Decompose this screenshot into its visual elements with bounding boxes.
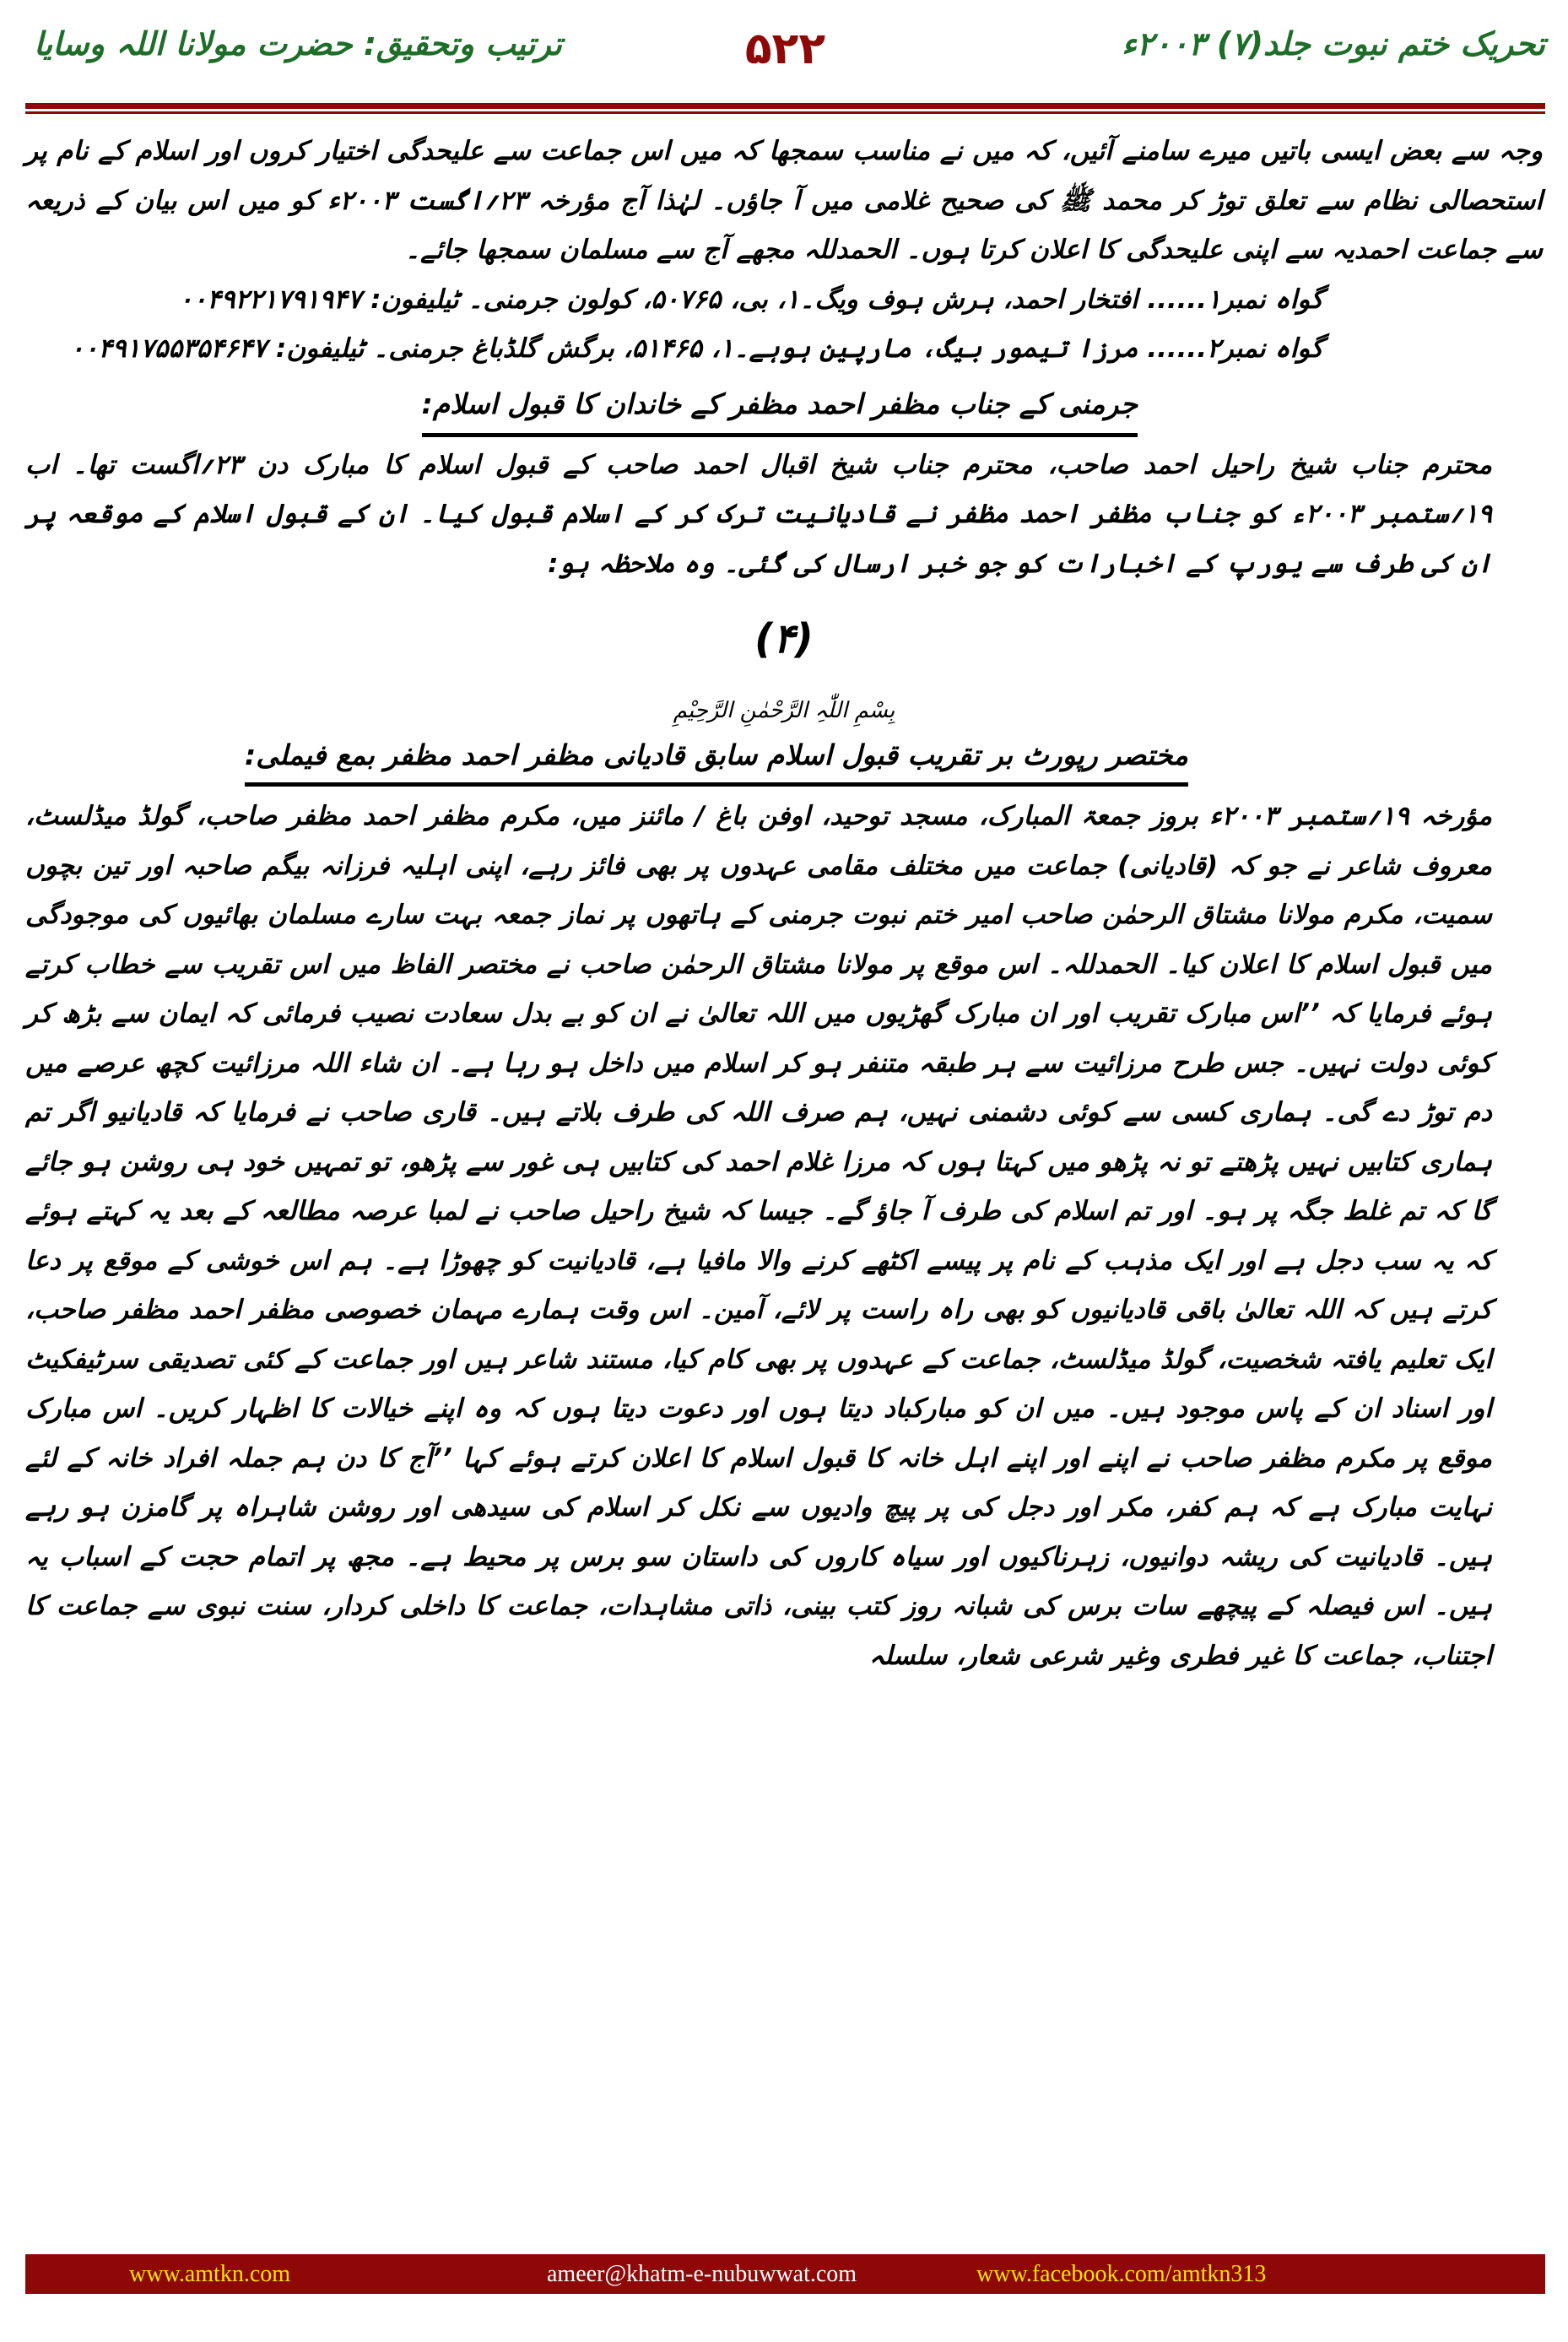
witness-1: گواہ نمبر۱...... افتخار احمد، ہرش ہوف ویگ۔۱، بی، ۵۰۷۶۵، کولون جرمنی۔ ٹیلیفون: ۰۰۴۹۲۲۱۷۹۱۹۴۷	[178, 284, 1323, 315]
page-number: ۵۲۲	[744, 24, 826, 74]
book-title: تحریک ختم نبوت جلد(۷) ۲۰۰۳ء	[1122, 25, 1545, 62]
page-header	[25, 0, 1545, 101]
bismillah: بِسْمِ اللّٰہِ الرَّحْمٰنِ الرَّحِیْمِ	[673, 698, 895, 723]
section-heading-family-conversion: جرمنی کے جناب مظفر احمد مظفر کے خاندان کا قبول اسلام:	[422, 379, 1138, 437]
header-rule-thin	[25, 111, 1545, 114]
section-number: (۴)	[754, 615, 814, 663]
compiler-credit: ترتیب وتحقیق: حضرت مولانا اللہ وسایا	[34, 25, 562, 62]
section-heading-report: مختصر رپورٹ بر تقریب قبول اسلام سابق قادیانی مظفر احمد مظفر بمع فیملی:	[245, 732, 1188, 787]
page-footer	[25, 2254, 1545, 2294]
paragraph-intro: محترم جناب شیخ راحیل احمد صاحب، محترم جناب شیخ اقبال احمد صاحب کے قبول اسلام کا مبارک دن ۲۳؍اگست تھا۔ اب ۱۹؍ستمبر ۲۰۰۳ء کو جناب مظفر احمد مظفر نے قادیانیت ترک کر کے اسلام قبول کیا۔ ان کے قبول اسلام کے موقعہ پر ان کی طرف سے یورپ کے اخبارات کو جو خبر ارسال کی گئی۔ وہ ملاحظہ ہو:	[25, 449, 1493, 579]
page-body	[25, 127, 1543, 1680]
footer-facebook-link[interactable]: www.facebook.com/amtkn313	[976, 2260, 1267, 2287]
header-rule-thick	[25, 103, 1545, 109]
paragraph-report: مؤرخہ ۱۹؍ستمبر ۲۰۰۳ء بروز جمعۃ المبارک، مسجد توحید، اوفن باغ / مائنز میں، مکرم مظفر احمد مظفر صاحب، گولڈ میڈلسٹ، معروف شاعر نے جو کہ (قادیانی) جماعت میں مختلف مقامی عہدوں پر بھی فائز رہے، اپنی اہلیہ فرزانہ بیگم صاحبہ اور تین بچوں سمیت، مکرم مولانا مشتاق الرحمٰن صاحب امیر ختم نبوت جرمنی کے ہاتھوں پر نماز جمعہ بہت سارے مسلمان بھائیوں کی موجودگی میں قبول اسلام کا اعلان کیا۔ الحمدللہ۔ اس موقع پر مولانا مشتاق الرحمٰن صاحب نے مختصر الفاظ میں اس تقریب سے خطاب کرتے ہوئے فرمایا کہ ’’اس مبارک تقریب اور ان مبارک گھڑیوں میں اللہ تعالیٰ نے ان کو بے بدل سعادت نصیب فرمائی کہ ایمان سے بڑھ کر کوئی دولت نہیں۔ جس طرح مرزائیت سے ہر طبقہ متنفر ہو کر اسلام میں داخل ہو رہا ہے۔ ان شاء اللہ مرزائیت کچھ عرصے میں دم توڑ دے گی۔ ہماری کسی سے کوئی دشمنی نہیں، ہم صرف اللہ کی طرف بلاتے ہیں۔ قاری صاحب نے فرمایا کہ قادیانیو اگر تم ہماری کتابیں نہیں پڑھتے تو نہ پڑھو میں کہتا ہوں کہ مرزا غلام احمد کی کتابیں ہی غور سے پڑھو، تو تمہیں خود ہی روشن ہو جائے گا کہ تم غلط جگہ پر ہو۔ اور تم اسلام کی طرف آ جاؤ گے۔ جیسا کہ شیخ راحیل صاحب نے لمبا عرصہ مطالعہ کے بعد یہ کہتے ہوئے کہ یہ سب دجل ہے اور ایک مذہب کے نام پر پیسے اکٹھے کرنے والا مافیا ہے، قادیانیت کو چھوڑا ہے۔ ہم اس خوشی کے موقع پر دعا کرتے ہیں کہ اللہ تعالیٰ باقی قادیانیوں کو بھی راہ راست پر لائے، آمین۔ اس وقت ہمارے مہمان خصوصی مظفر احمد مظفر صاحب، ایک تعلیم یافتہ شخصیت، گولڈ میڈلسٹ، جماعت کے عہدوں پر بھی کام کیا، مستند شاعر ہیں اور جماعت کے کئی تصدیقی سرٹیفکیٹ اور اسناد ان کے پاس موجود ہیں۔ میں ان کو مبارکباد دیتا ہوں اور دعوت دیتا ہوں کہ وہ اپنے خیالات کا اظہار کریں۔ اس مبارک موقع پر مکرم مظفر صاحب نے اپنے اور اپنے اہل خانہ کا قبول اسلام کا اعلان کرتے ہوئے کہا ’’آج کا دن ہم جملہ افراد خانہ کے لئے نہایت مبارک ہے کہ ہم کفر، مکر اور دجل کی پر پیچ وادیوں سے نکل کر اسلام کی سیدھی اور روشن شاہراہ پر گامزن ہو رہے ہیں۔ قادیانیت کی ریشہ دوانیوں، زہرناکیوں اور سیاہ کاروں کی داستان سو برس پر محیط ہے۔ مجھ پر اتمام حجت کے اسباب یہ ہیں۔ اس فیصلہ کے پیچھے سات برس کی شبانہ روز کتب بینی، ذاتی مشاہدات، جماعت کا داخلی کردار، سنت نبوی سے جماعت کا اجتناب، جماعت کا غیر فطری وغیر شرعی شعار، سلسلہ	[25, 801, 1493, 1671]
footer-website-link[interactable]: www.amtkn.com	[129, 2260, 291, 2287]
footer-email-link[interactable]: ameer@khatm-e-nubuwwat.com	[547, 2260, 857, 2287]
paragraph-declaration: وجہ سے بعض ایسی باتیں میرے سامنے آئیں، کہ میں نے مناسب سمجھا کہ میں اس جماعت سے علیحدگی اختیار کروں اور اسلام کے نام پر استحصالی نظام سے تعلق توڑ کر محمد ﷺ کی صحیح غلامی میں آ جاؤں۔ لہٰذا آج مؤرخہ ۲۳؍اگست ۲۰۰۳ء کو میں اس بیان کے ذریعہ سے جماعت احمدیہ سے اپنی علیحدگی کا اعلان کرتا ہوں۔ الحمدللہ مجھے آج سے مسلمان سمجھا جائے۔	[25, 136, 1543, 265]
witness-2: گواہ نمبر۲...... مرزا تیمور بیگ، مارپین ہوہے۔۱، ۵۱۴۶۵، برگش گلڈباغ جرمنی۔ ٹیلیفون: ۰۰۴۹۱۷۵۵۳۵۴۶۴۷	[70, 333, 1323, 364]
